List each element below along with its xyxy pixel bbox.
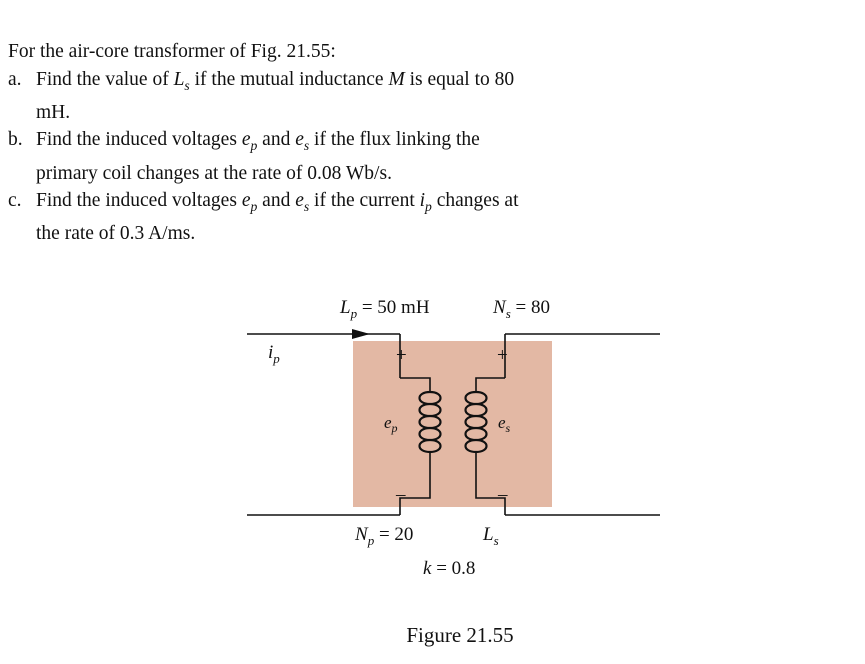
label-ns: $N_s = 80$ [493, 297, 550, 321]
symbol: e [295, 190, 304, 212]
label-ip: $i_p$ [268, 342, 280, 366]
problem-intro: For the air-core transformer of Fig. 21.55: [8, 41, 336, 62]
symbol: L [173, 68, 185, 90]
secondary-plus: + [497, 345, 508, 366]
subscript: p [250, 198, 258, 214]
subscript: s [303, 198, 310, 214]
primary-minus: – [396, 484, 406, 505]
text-run: if the flux linking the primary coil changes at the rate of 0.08 Wb/s. [36, 129, 480, 184]
secondary-minus: – [498, 484, 508, 505]
part-label: b. [8, 129, 23, 151]
subscript: s [303, 138, 310, 154]
text-run: Find the induced voltages [36, 190, 237, 212]
subscript: p [250, 138, 258, 154]
text-run: Find the value of [36, 68, 169, 90]
current-arrow-icon [352, 329, 370, 339]
part-label: a. [8, 68, 22, 90]
symbol: e [241, 190, 251, 212]
label-ep: $e_p$ [384, 413, 398, 435]
label-lp: $L_p = 50$ mH [340, 297, 430, 321]
part-label: c. [8, 190, 22, 212]
text-run: Find the induced voltages [36, 129, 237, 151]
text-run: is equal to 80 mH. [36, 68, 515, 123]
subscript: p [425, 198, 432, 214]
subscript: s [184, 77, 190, 93]
label-np: $N_p = 20$ [355, 524, 414, 548]
text-run: if the mutual inductance [194, 68, 384, 90]
primary-plus: + [396, 345, 407, 366]
symbol: M [388, 68, 405, 90]
text-run: and [262, 190, 291, 212]
text-run: if the current [314, 190, 415, 212]
label-k: k = 0.8 [423, 558, 476, 579]
figure-caption: Figure 21.55 [406, 623, 514, 647]
symbol: e [295, 129, 304, 151]
symbol: e [241, 129, 251, 151]
text-run: changes at the rate of 0.3 A/ms. [36, 190, 519, 245]
symbol: i [419, 190, 426, 212]
label-es: $e_s$ [498, 413, 511, 435]
core-region [353, 341, 552, 507]
text-run: and [262, 129, 291, 151]
label-ls: $L_s$ [483, 524, 499, 548]
